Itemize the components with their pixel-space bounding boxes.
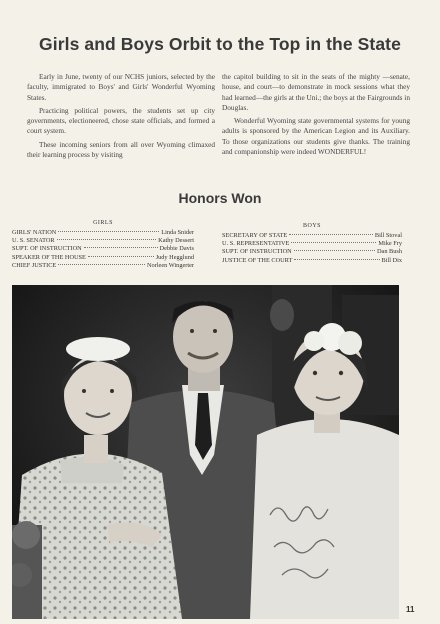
leader-dots (58, 264, 145, 265)
honor-position: U. S. SENATOR (12, 237, 55, 245)
honor-row (12, 245, 194, 253)
girls-honors-list (12, 220, 194, 270)
honor-position: JUSTICE OF THE COURT (222, 256, 293, 264)
honor-position: SECRETARY OF STATE (222, 232, 288, 239)
honor-row (12, 229, 194, 237)
honor-name: Judy Hegglund (155, 253, 194, 261)
photo-illustration (12, 285, 399, 619)
honor-name: Norleen Wingerter (146, 261, 194, 269)
honor-name: Dan Bush (376, 248, 402, 256)
honor-name: Mike Fry (378, 240, 402, 248)
leader-dots (57, 239, 157, 240)
honor-position: GIRLS' NATION (12, 229, 57, 236)
honor-name: Debbie Davis (159, 245, 194, 253)
leader-dots (291, 242, 376, 243)
article-column-left (27, 72, 215, 163)
honor-position: SUPT. OF INSTRUCTION (12, 245, 82, 253)
page-title: Girls and Boys Orbit to the Top in the State (39, 34, 401, 54)
article-column-right (222, 72, 410, 160)
honor-row (222, 257, 402, 265)
leader-dots (289, 234, 373, 235)
honor-position: SPEAKER OF THE HOUSE (12, 253, 86, 261)
honors-heading: Honors Won (178, 190, 262, 206)
article-paragraph: Wonderful Wyoming state governmental systems for young adults is sponsored by the American Legion and its Auxiliary. To those organizations our students give thanks. The training and companionship were indeed WONDERFUL! (222, 116, 410, 157)
honor-position: CHIEF JUSTICE (12, 261, 57, 269)
honor-row (12, 237, 194, 245)
honor-name: Kathy Dessert (158, 237, 194, 245)
honor-row (222, 248, 402, 256)
article-paragraph: the capitol building to sit in the seats of the mighty —senate, house, and court—to demonstrate in mock sessions what they had learned—the girls at the Uni.; the boys at the Fairgrounds in Douglas. (222, 72, 410, 112)
article-paragraph: Early in June, twenty of our NCHS juniors, selected by the faculty, immigrated to Boys' and Girls' Wonderful Wyoming States. (27, 72, 215, 102)
leader-dots (88, 256, 154, 257)
group-photo (12, 285, 399, 619)
article-paragraph: These incoming seniors from all over Wyoming climaxed their learning process by visiting (27, 139, 215, 160)
honor-row (222, 240, 402, 248)
leader-dots (84, 247, 158, 248)
article-paragraph: Practicing political powers, the students set up city governments, electioneered, chose state officials, and formed a court system. (27, 105, 215, 136)
honor-position: U. S. REPRESENTATIVE (222, 240, 290, 248)
leader-dots (294, 259, 379, 260)
honor-name: Linda Snider (161, 229, 194, 236)
honor-name: Bill Stoval (374, 232, 402, 239)
girls-heading: GIRLS (93, 220, 113, 226)
honor-name: Bill Dix (381, 256, 402, 264)
honor-row (12, 262, 194, 270)
honor-row (222, 232, 402, 240)
honor-row (12, 254, 194, 262)
honor-position: SUPT. OF INSTRUCTION (222, 248, 292, 256)
leader-dots (58, 231, 159, 232)
leader-dots (294, 250, 375, 251)
page-number: 11 (406, 605, 415, 614)
boys-heading: BOYS (302, 223, 321, 229)
boys-honors-list (222, 223, 402, 265)
